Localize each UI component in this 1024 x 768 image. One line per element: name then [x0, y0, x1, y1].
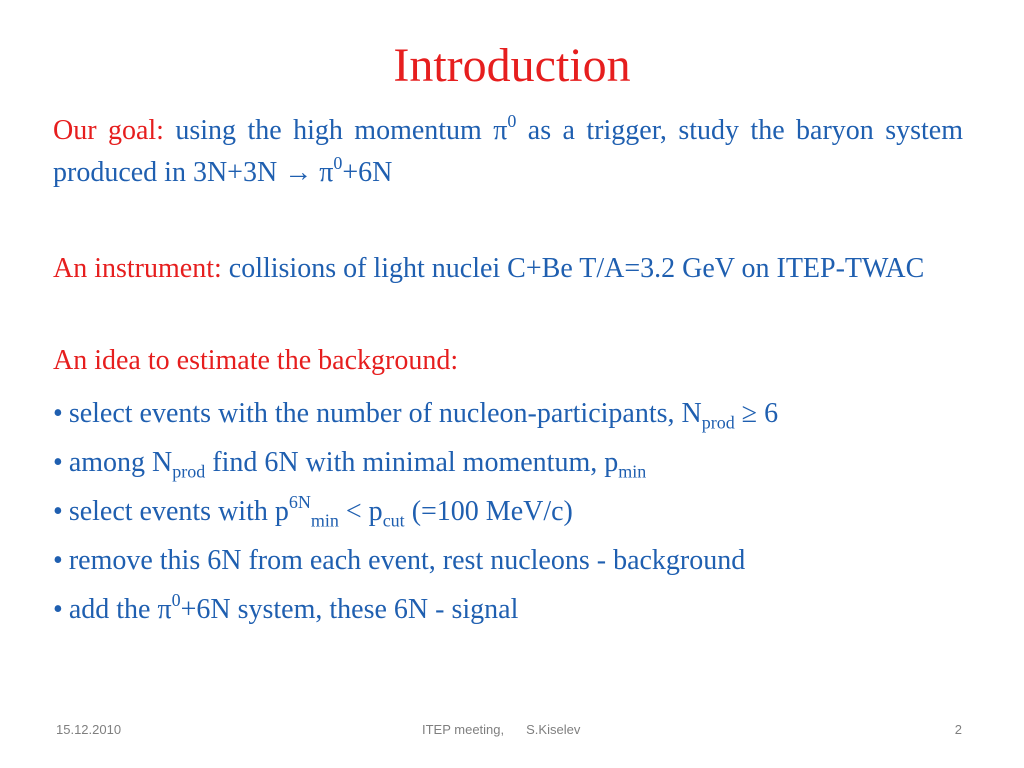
footer-center [422, 722, 580, 737]
bullet-1-sub: prod [701, 412, 735, 433]
slide-title: Introduction [393, 39, 631, 92]
bullet-icon: • [53, 398, 63, 429]
footer-meeting: ITEP meeting, [422, 722, 505, 737]
goal-text-a: using the high momentum π [163, 115, 508, 146]
slide-content [53, 110, 963, 634]
goal-sup-2: 0 [333, 152, 343, 173]
bullet-2-sub-2: min [618, 461, 647, 482]
arrow-right-icon: → [284, 157, 313, 188]
list-item [53, 585, 963, 634]
bullet-2-mid: find 6N with minimal momentum, p [205, 447, 619, 478]
instrument-paragraph [53, 248, 963, 290]
bullet-3-sub-2: cut [382, 510, 405, 531]
list-item [53, 487, 963, 536]
bullet-icon: • [53, 496, 63, 527]
bullet-icon: • [53, 447, 63, 478]
bullet-5-sup: 0 [171, 589, 181, 610]
goal-paragraph [53, 110, 963, 194]
list-item [53, 389, 963, 438]
bullet-3-sub-1: min [310, 510, 339, 531]
bullet-4-text: remove this 6N from each event, rest nucleons - background [68, 545, 746, 576]
bullet-icon: • [53, 594, 63, 625]
bullet-3-tail: (=100 MeV/c) [404, 496, 573, 527]
footer-date: 15.12.2010 [56, 722, 122, 737]
list-item [53, 438, 963, 487]
bullet-3-mid: < p [338, 496, 383, 527]
instrument-label: An instrument: [53, 253, 222, 284]
goal-label: Our goal: [53, 115, 164, 146]
footer-author: S.Kiselev [526, 722, 581, 737]
bullet-5-text: add the π [68, 594, 172, 625]
page-number: 2 [954, 722, 962, 737]
bullet-1-text: select events with the number of nucleon-participants, N [68, 398, 702, 429]
goal-text-d: +6N [342, 157, 393, 188]
idea-bullet-list [53, 389, 963, 634]
bullet-2-text: among N [68, 447, 173, 478]
instrument-text: collisions of light nuclei C+Be T/A=3.2 GeV on ITEP-TWAC [221, 253, 925, 284]
list-item [53, 536, 963, 585]
goal-text-b: as a trigger, study the baryon system produced in 3N+3N [53, 115, 963, 188]
bullet-icon: • [53, 545, 63, 576]
goal-sup-1: 0 [507, 110, 517, 131]
bullet-3-text: select events with p [68, 496, 289, 527]
bullet-5-tail: +6N system, these 6N - signal [180, 594, 519, 625]
goal-text-c: π [312, 157, 334, 188]
bullet-1-tail: ≥ 6 [734, 398, 779, 429]
idea-heading: An idea to estimate the background: [53, 345, 459, 376]
bullet-3-sup: 6N [288, 491, 311, 512]
bullet-2-sub-1: prod [172, 461, 206, 482]
